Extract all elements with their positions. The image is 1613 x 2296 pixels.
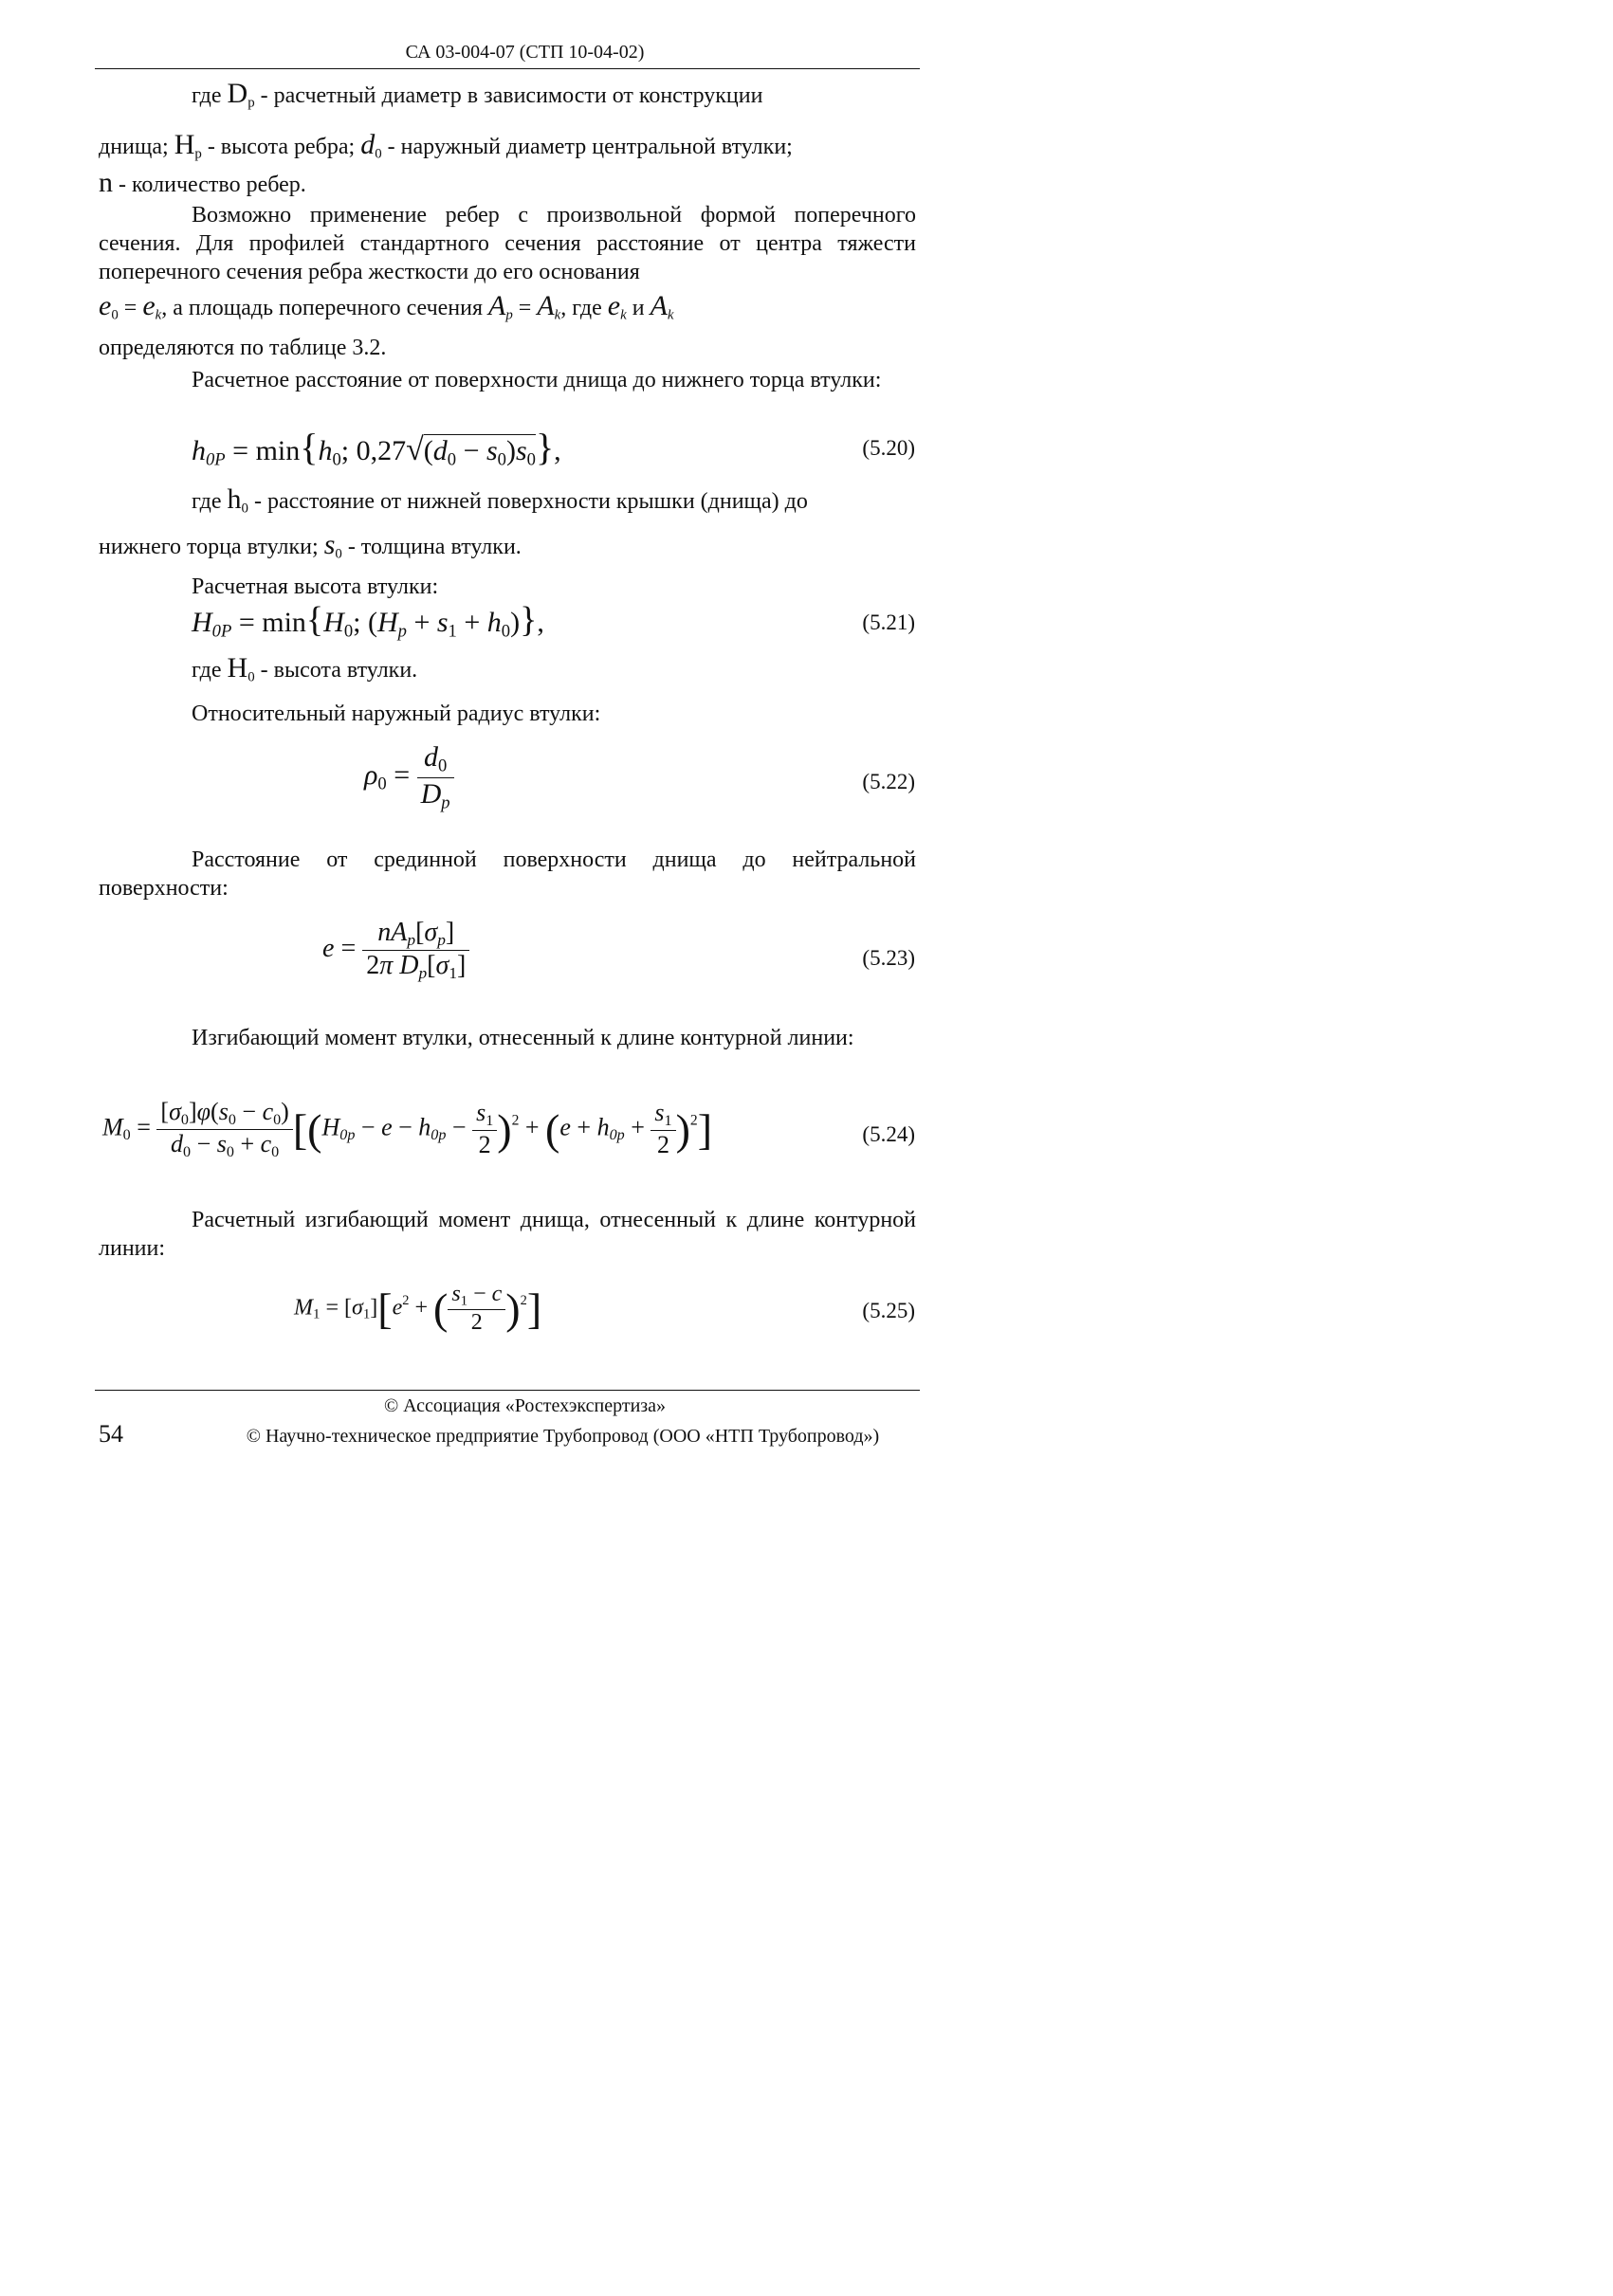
para-s0-definition: нижнего торца втулки; $s_0$ - толщина втулки. [99, 529, 522, 562]
para-h0-definition: где $h_0$ - расстояние от нижней поверхности крышки (днища) до [192, 483, 808, 517]
equation-number-5-21: (5.21) [862, 610, 915, 634]
equation-number-5-20: (5.20) [862, 436, 915, 460]
equation-5-21: $H_{0P} = \min\{H_0$; $(H_p + s_1 + h_0)$}, [192, 600, 544, 642]
equation-number-5-23: (5.23) [862, 946, 915, 970]
equation-5-20: $h_{0P} = \min\{h_0$; $0,27√(d_0 - s_0)s_0$}, [192, 426, 561, 470]
equation-number-5-22: (5.22) [862, 770, 915, 793]
document-header: СА 03-004-07 (СТП 10-04-02) [405, 42, 645, 63]
para-H0-definition: где $Н_0$ - высота втулки. [192, 652, 418, 685]
equation-number-5-24: (5.24) [862, 1122, 915, 1146]
para-hop-height-intro: Расчетная высота втулки: [192, 574, 439, 599]
para-dp-definition: где $D_р$ - расчетный диаметр в зависимости от конструкции [192, 78, 763, 111]
para-rib-section-formula-line: $e_0 = e_k$, а площадь поперечного сечения $A_p = A_k$, где $e_k$ и $A_k$ [99, 290, 674, 323]
para-m1-intro: Расчетный изгибающий момент днища, отнесенный к длине контурной линии: [99, 1208, 916, 1261]
page-number: 54 [99, 1420, 123, 1448]
equation-5-23: e = $\frac{nA_p[\sigma_p]}{2\pi D_p[\sigma_1]}$ [322, 918, 469, 983]
para-hop-intro: Расчетное расстояние от поверхности днища до нижнего торца втулки: [192, 368, 882, 392]
para-n-definition: n - количество ребер. [99, 167, 306, 198]
footer-copyright-1: © Ассоциация «Ростехэкспертиза» [383, 1395, 667, 1416]
para-rho-intro: Относительный наружный радиус втулки: [192, 702, 601, 726]
para-rib-section: Возможно применение ребер с произвольной формой поперечного сечения. Для профилей стандартного сечения расстояние от центра тяжести поперечного сечения ребра жесткости до его основания [99, 203, 916, 284]
equation-5-24: $M_0$ = $\frac{[\sigma_0]\varphi(s_0 - c_0)}{d_0 - s_0 + c_0}$ [($H_{0p} - e - h_{0p}$ − $\frac{s_1}{2}$ )$^2 + (e + h_{0p}$ + $\frac{s_1}{2}$ )$^2$] [102, 1098, 713, 1160]
footer-copyright-2: © Научно-техническое предприятие Трубопровод (ООО «НТП Трубопровод») [246, 1426, 880, 1447]
para-table-ref: определяются по таблице 3.2. [99, 336, 387, 360]
header-rule [95, 68, 920, 69]
para-m0-intro: Изгибающий момент втулки, отнесенный к длине контурной линии: [192, 1026, 854, 1050]
footer-rule [95, 1390, 920, 1391]
para-hp-definition: днища; $Н_р$ - высота ребра; $d_0$ - наружный диаметр центральной втулки; [99, 129, 793, 162]
equation-5-22: $\rho_0$ = $\frac{d_0}{D_p}$ [364, 741, 454, 813]
equation-5-25: $M_1 = [\sigma_1][e^2$ + ( $\frac{s_1 - c}{2}$ )$^2$] [294, 1282, 542, 1336]
para-e-intro: Расстояние от срединной поверхности днища до нейтральной поверхности: [99, 847, 916, 901]
equation-number-5-25: (5.25) [862, 1299, 915, 1322]
